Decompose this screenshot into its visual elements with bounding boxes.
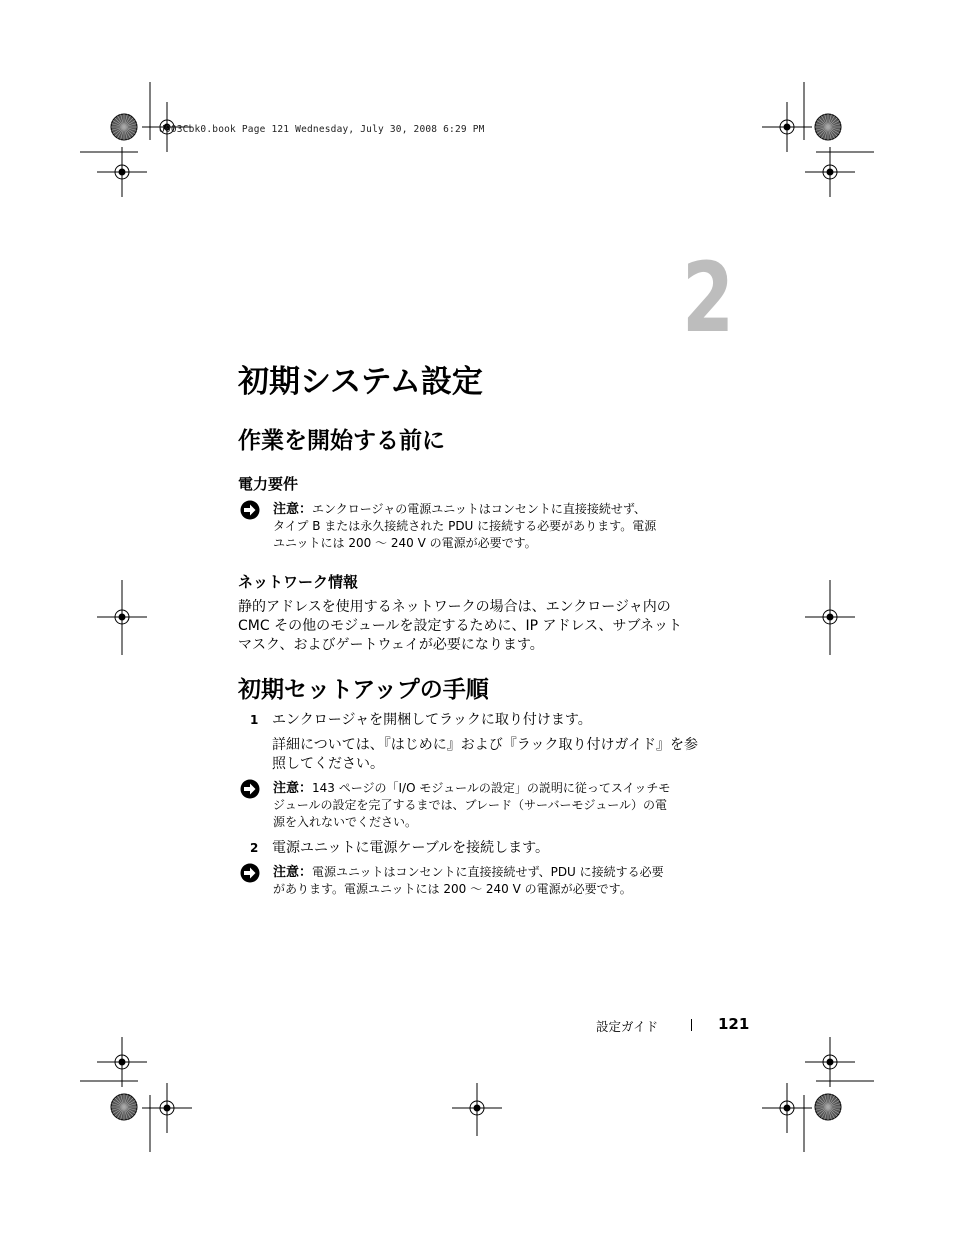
notice-text-line: 源を入れないでください。 xyxy=(273,815,418,829)
paragraph-line: マスク、およびゲートウェイが必要になります。 xyxy=(238,637,544,653)
step-number: 1 xyxy=(250,713,259,727)
section-title-initial-setup: 初期セットアップの手順 xyxy=(238,677,489,703)
notice-icon xyxy=(240,779,260,799)
chapter-number: 2 xyxy=(682,242,735,354)
notice-power xyxy=(273,501,656,552)
paragraph-line: 照してください。 xyxy=(272,756,384,772)
notice-label: 注意： xyxy=(273,865,313,880)
subsection-title-network: ネットワーク情報 xyxy=(238,573,359,591)
step-detail xyxy=(272,736,698,774)
paragraph-line: 詳細については、『はじめに』および『ラック取り付けガイド』を参 xyxy=(272,737,699,753)
notice-text-line: 電源ユニットはコンセントに直接接続せず、PDU に接続する必要 xyxy=(312,865,664,879)
step-text: エンクロージャを開梱してラックに取り付けます。 xyxy=(272,712,592,728)
chapter-title: 初期システム設定 xyxy=(238,364,483,400)
step-text: 電源ユニットに電源ケーブルを接続します。 xyxy=(272,840,550,856)
notice-label: 注意： xyxy=(273,781,313,796)
notice-icon xyxy=(240,863,260,883)
notice-blade-power xyxy=(273,780,670,831)
subsection-title-power: 電力要件 xyxy=(238,475,299,493)
notice-text-line: ユニットには 200 〜 240 V の電源が必要です。 xyxy=(273,536,537,550)
notice-icon xyxy=(240,500,260,520)
step-number: 2 xyxy=(250,841,259,855)
notice-label: 注意： xyxy=(273,502,313,517)
paragraph-line: CMC その他のモジュールを設定するために、IP アドレス、サブネット xyxy=(238,618,682,634)
notice-text-line: ジュールの設定を完了するまでは、ブレード（サーバーモジュール）の電 xyxy=(273,798,667,812)
book-file-header: U003Cbk0.book Page 121 Wednesday, July 30, 2008 6:29 PM xyxy=(159,124,485,135)
section-title-before-you-begin: 作業を開始する前に xyxy=(238,428,445,454)
notice-pdu xyxy=(273,864,664,898)
page-number: 121 xyxy=(718,1015,750,1033)
footer-separator xyxy=(691,1019,692,1031)
paragraph-line: 静的アドレスを使用するネットワークの場合は、エンクロージャ内の xyxy=(238,599,671,615)
notice-text-line: があります。電源ユニットには 200 〜 240 V の電源が必要です。 xyxy=(273,882,632,896)
network-info-paragraph xyxy=(238,598,682,655)
notice-text-line: タイプ B または永久接続された PDU に接続する必要があります。電源 xyxy=(273,519,657,533)
notice-text-line: 143 ページの「I/O モジュールの設定」の説明に従ってスイッチモ xyxy=(312,781,671,795)
footer-guide-name: 設定ガイド xyxy=(596,1019,659,1034)
notice-text-line: エンクロージャの電源ユニットはコンセントに直接接続せず、 xyxy=(312,502,646,516)
